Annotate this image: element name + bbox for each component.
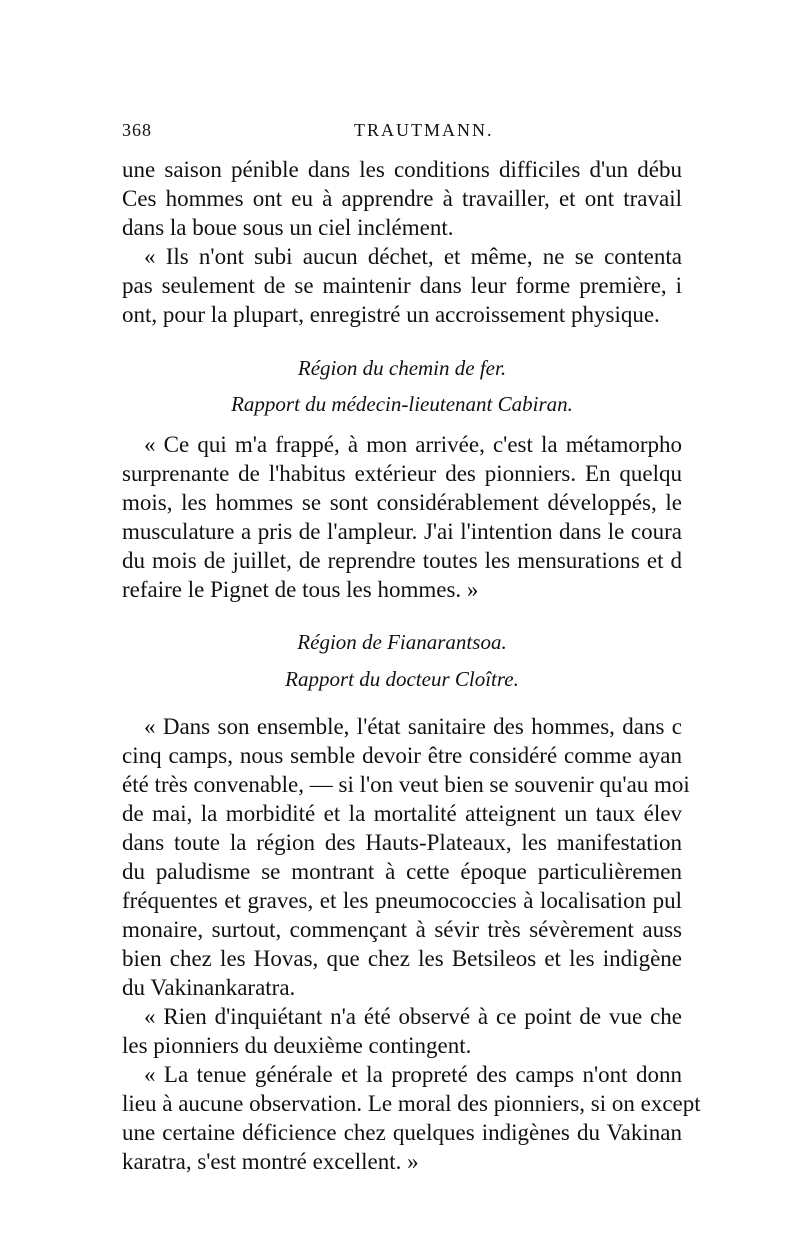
- text-line: les pionniers du deuxième contingent.: [122, 1033, 472, 1058]
- text-line: dans toute la région des Hauts-Plateaux, les manifestation: [122, 830, 682, 855]
- section-subtitle: Rapport du médecin-lieutenant Cabiran.: [231, 392, 573, 416]
- text-line: monaire, surtout, commençant à sévir très sévèrement auss: [122, 917, 682, 942]
- text-line: fréquentes et graves, et les pneumococcies à localisation pul: [122, 888, 682, 913]
- text-line: bien chez les Hovas, que chez les Betsileos et les indigène: [122, 946, 682, 971]
- text-line: été très convenable, — si l'on veut bien se souvenir qu'au moi: [122, 772, 690, 797]
- text-line: une saison pénible dans les conditions difficiles d'un débu: [122, 157, 682, 182]
- text-line: du paludisme se montrant à cette époque particulièremen: [122, 859, 682, 884]
- text-line: « Ils n'ont subi aucun déchet, et même, ne se contenta: [144, 244, 682, 269]
- section-title: Région du chemin de fer.: [297, 356, 507, 380]
- text-line: cinq camps, nous semble devoir être considéré comme ayan: [122, 743, 682, 768]
- section2-paragraphs: [122, 712, 701, 1176]
- text-line: surprenante de l'habitus extérieur des pionniers. En quelqu: [122, 461, 682, 486]
- text-line: mois, les hommes se sont considérablement développés, le: [122, 490, 682, 515]
- text-line: dans la boue sous un ciel inclément.: [122, 215, 454, 240]
- text-line: pas seulement de se maintenir dans leur forme première, i: [122, 273, 682, 298]
- text-line: karatra, s'est montré excellent. »: [122, 1149, 419, 1174]
- text-line: « Rien d'inquiétant n'a été observé à ce point de vue che: [144, 1004, 682, 1029]
- section-title: Région de Fianarantsoa.: [297, 630, 507, 654]
- text-line: Ces hommes ont eu à apprendre à travailler, et ont travail: [122, 186, 682, 211]
- text-line: « Dans son ensemble, l'état sanitaire des hommes, dans c: [144, 714, 682, 739]
- text-line: du mois de juillet, de reprendre toutes les mensurations et d: [122, 548, 682, 573]
- page-number: 368: [122, 120, 152, 140]
- text-line: « La tenue générale et la propreté des camps n'ont donn: [144, 1062, 682, 1087]
- text-line: une certaine déficience chez quelques indigènes du Vakinan: [122, 1120, 682, 1145]
- text-line: de mai, la morbidité et la mortalité atteignent un taux élev: [122, 801, 682, 826]
- intro-paragraphs: [122, 155, 682, 329]
- text-line: « Ce qui m'a frappé, à mon arrivée, c'est la métamorpho: [144, 432, 682, 457]
- text-line: musculature a pris de l'ampleur. J'ai l'intention dans le coura: [122, 519, 682, 544]
- text-line: du Vakinankaratra.: [122, 975, 296, 1000]
- text-line: refaire le Pignet de tous les hommes. »: [122, 577, 479, 602]
- text-line: lieu à aucune observation. Le moral des pionniers, si on except: [122, 1091, 701, 1116]
- section1-paragraph: [122, 430, 682, 604]
- text-line: ont, pour la plupart, enregistré un accroissement physique.: [122, 302, 660, 327]
- section-subtitle: Rapport du docteur Cloître.: [285, 667, 519, 691]
- running-title: TRAUTMANN.: [354, 120, 494, 140]
